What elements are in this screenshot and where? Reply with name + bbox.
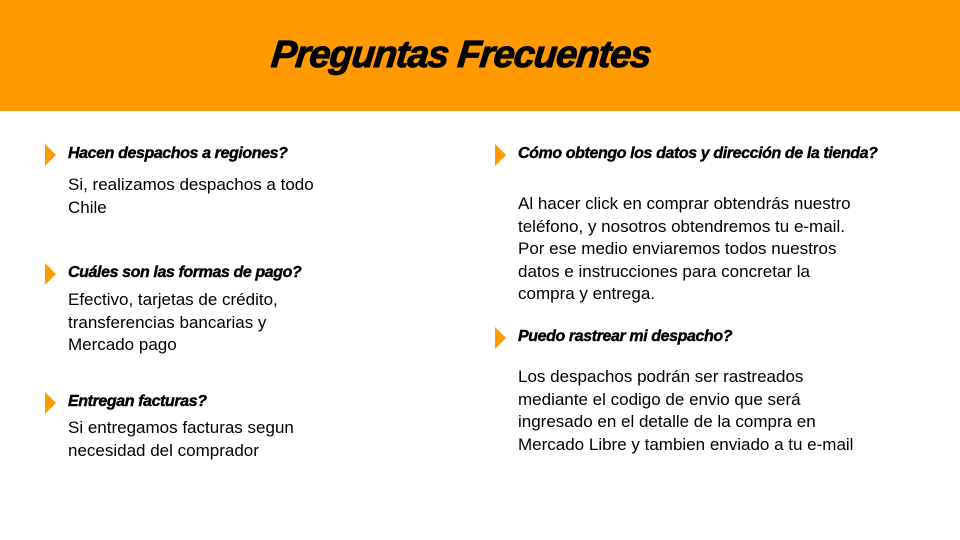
faq-question: Hacen despachos a regiones? xyxy=(68,145,288,162)
faq-question: Puedo rastrear mi despacho? xyxy=(518,328,733,345)
page-title: Preguntas Frecuentes xyxy=(269,34,653,76)
faq-question: Entregan facturas? xyxy=(68,393,207,410)
chevron-right-icon xyxy=(44,392,56,414)
chevron-right-icon xyxy=(494,144,506,166)
faq-answer: Si, realizamos despachos a todo Chile xyxy=(68,175,314,217)
faq-answer: Si entregamos facturas segun necesidad del comprador xyxy=(68,418,294,460)
header-banner xyxy=(0,0,960,111)
faq-answer: Al hacer click en comprar obtendrás nuestro teléfono, y nosotros obtendremos tu e-mail. Por ese medio enviaremos todos nuestros datos e instrucciones para concretar la compra y entrega. xyxy=(518,194,851,303)
chevron-right-icon xyxy=(494,327,506,349)
chevron-right-icon xyxy=(44,263,56,285)
faq-question: Cómo obtengo los datos y dirección de la tienda? xyxy=(518,145,878,162)
faq-question: Cuáles son las formas de pago? xyxy=(68,264,302,281)
chevron-right-icon xyxy=(44,144,56,166)
faq-answer: Efectivo, tarjetas de crédito, transferencias bancarias y Mercado pago xyxy=(68,290,278,354)
faq-answer: Los despachos podrán ser rastreados mediante el codigo de envio que será ingresado en el detalle de la compra en Mercado Libre y tambien enviado a tu e-mail xyxy=(518,367,854,454)
